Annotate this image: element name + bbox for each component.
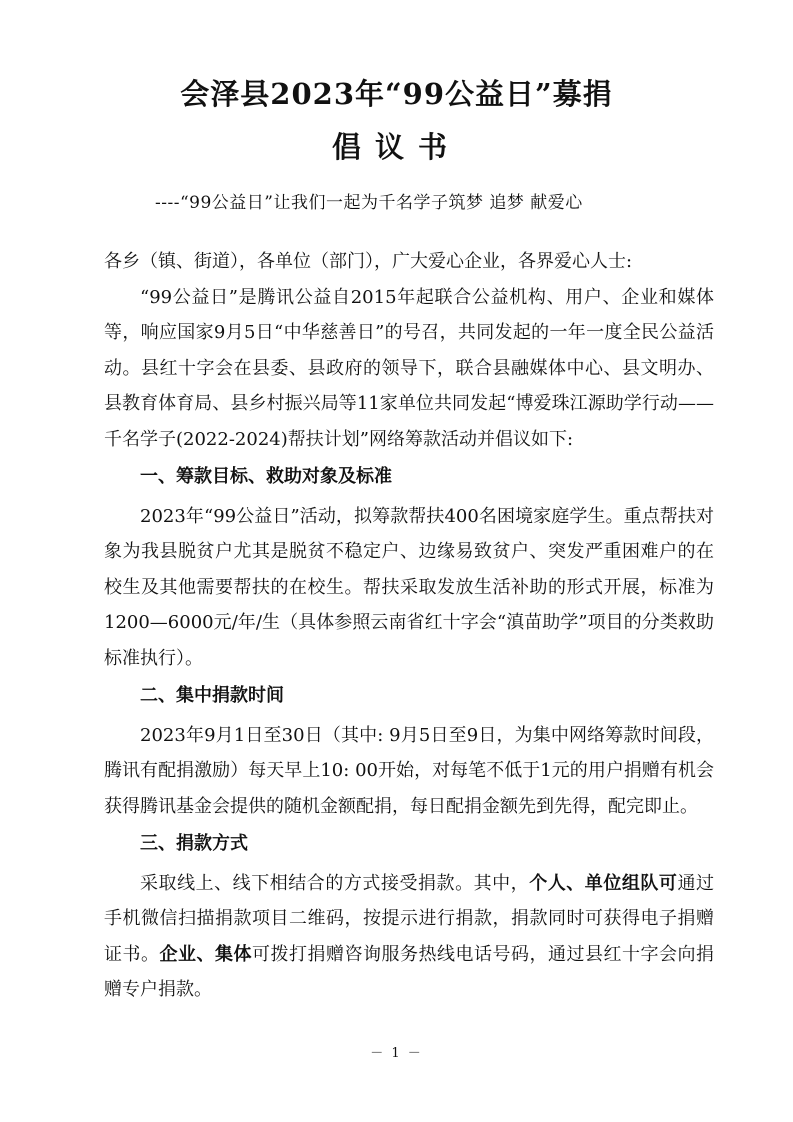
intro-paragraph: “99公益日”是腾讯公益自2015年起联合公益机构、用户、企业和媒体等，响应国家9月5日“中华慈善日”的号召，共同发起的一年一度全民公益活动。县红十字会在县委、县政府的领导下，联合县融媒体中心、县文明办、县教育体育局、县乡村振兴局等11家单位共同发起“博爱珠江源助学行动——千名学子(2022-2024)帮扶计划”网络筹款活动并倡议如下: [104, 286, 714, 450]
section-3-bold-individuals: 个人、单位组队可 [529, 872, 678, 894]
document-body [104, 244, 714, 1008]
section-3-text-1: 采取线上、线下相结合的方式接受捐款。其中， [140, 872, 530, 894]
section-2-heading: 二、集中捐款时间 [140, 685, 284, 706]
section-3-body [104, 866, 714, 1008]
section-2-body: 2023年9月1日至30日（其中: 9月5日至9日，为集中网络筹款时间段，腾讯有配捐激励）每天早上10: 00开始，对每笔不低于1元的用户捐赠有机会获得腾讯基金会提供的随机金额配捐，每日配捐金额先到先得，配完即止。 [104, 724, 714, 817]
document-title-proposal: 倡议书 [331, 130, 461, 164]
section-1-heading: 一、筹款目标、救助对象及标准 [140, 466, 392, 487]
section-3-text-2: 通过手机微信扫描捐款项目二维码，按提示进行捐款，捐款同时可获得电子捐赠证书。 [104, 872, 715, 965]
section-3-heading: 三、捐款方式 [140, 833, 248, 854]
document-title: 会泽县2023年“99公益日”募捐 [180, 77, 613, 111]
section-1-body: 2023年“99公益日”活动，拟筹款帮扶400名困境家庭学生。重点帮扶对象为我县脱贫户尤其是脱贫不稳定户、边缘易致贫户、突发严重困难户的在校生及其他需要帮扶的在校生。帮扶采取发放生活补助的形式开展，标准为1200—6000元/年/生（具体参照云南省红十字会“滇苗助学”项目的分类救助标准执行）。 [104, 505, 714, 669]
page-number: － 1 － [370, 1046, 423, 1061]
document-subtitle: ----“99公益日”让我们一起为千名学子筑梦 追梦 献爱心 [155, 193, 583, 213]
section-3-bold-enterprises: 企业、集体 [159, 943, 252, 965]
section-3-text-3: 可拨打捐赠咨询服务热线电话号码，通过县红十字会向捐赠专户捐款。 [104, 943, 714, 1000]
salutation: 各乡（镇、街道），各单位（部门），广大爱心企业，各界爱心人士: [104, 251, 633, 272]
